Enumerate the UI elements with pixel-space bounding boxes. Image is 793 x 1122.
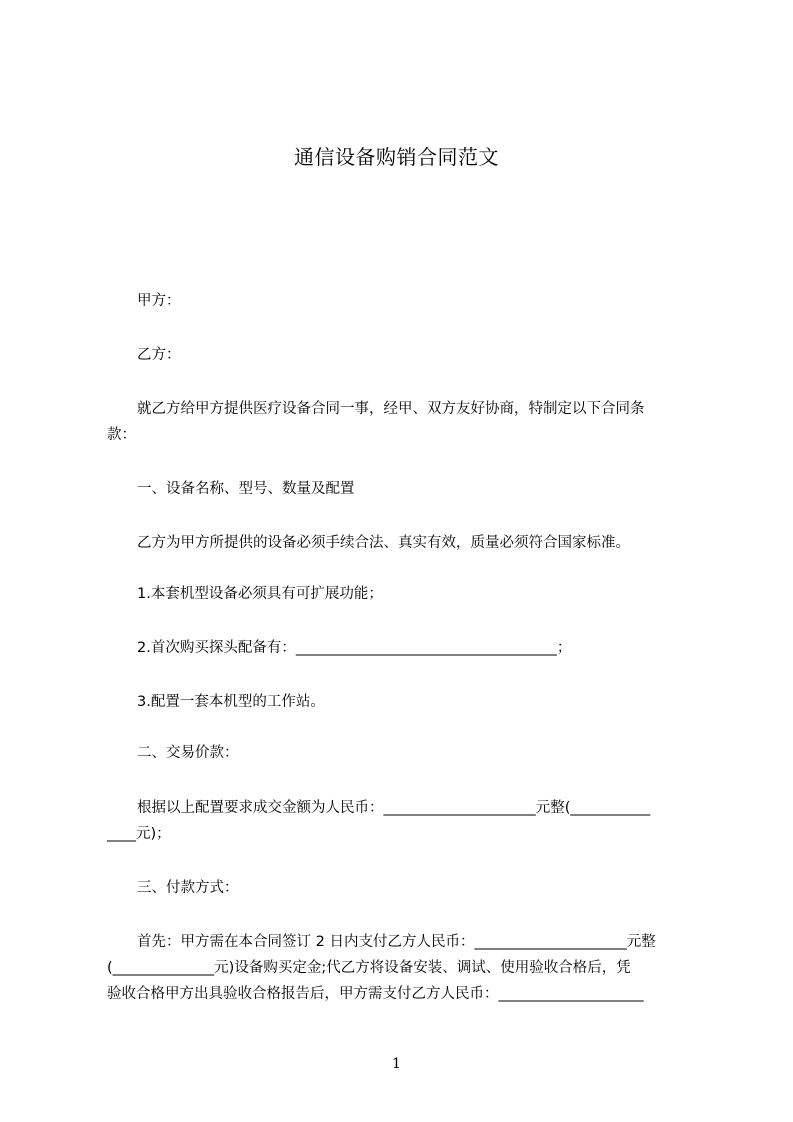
document-title: 通信设备购销合同范文 <box>294 145 499 169</box>
intro-paragraph-line-2: 款： <box>107 427 136 443</box>
price-paragraph-line-2: ____元)； <box>107 826 171 842</box>
payment-paragraph-line-3: 验收合格甲方出具验收合格报告后，甲方需支付乙方人民币：____________________ <box>107 986 644 1002</box>
section-1-heading: 一、设备名称、型号、数量及配置 <box>137 481 355 497</box>
party-a-label: 甲方： <box>137 293 181 309</box>
payment-paragraph-line-2: (______________元)设备购买定金;代乙方将设备安装、调试、使用验收合格后，凭 <box>107 960 631 976</box>
party-b-label: 乙方： <box>137 347 181 363</box>
list-item-1: 1.本套机型设备必须具有可扩展功能； <box>137 586 383 602</box>
page-number: 1 <box>392 1056 401 1072</box>
price-paragraph-line-1: 根据以上配置要求成交金额为人民币：_____________________元整(___________ <box>137 800 651 816</box>
payment-paragraph-line-1: 首先：甲方需在本合同签订 2 日内支付乙方人民币：_____________________元整 <box>137 934 656 950</box>
list-item-2: 2.首次购买探头配备有：____________________________________； <box>137 640 572 656</box>
intro-paragraph-line-1: 就乙方给甲方提供医疗设备合同一事，经甲、双方友好协商，特制定以下合同条 <box>137 401 645 417</box>
section-1-text: 乙方为甲方所提供的设备必须手续合法、真实有效，质量必须符合国家标准。 <box>137 535 630 551</box>
section-2-heading: 二、交易价款： <box>137 745 239 761</box>
list-item-3: 3.配置一套本机型的工作站。 <box>137 694 325 710</box>
section-3-heading: 三、付款方式： <box>137 880 239 896</box>
